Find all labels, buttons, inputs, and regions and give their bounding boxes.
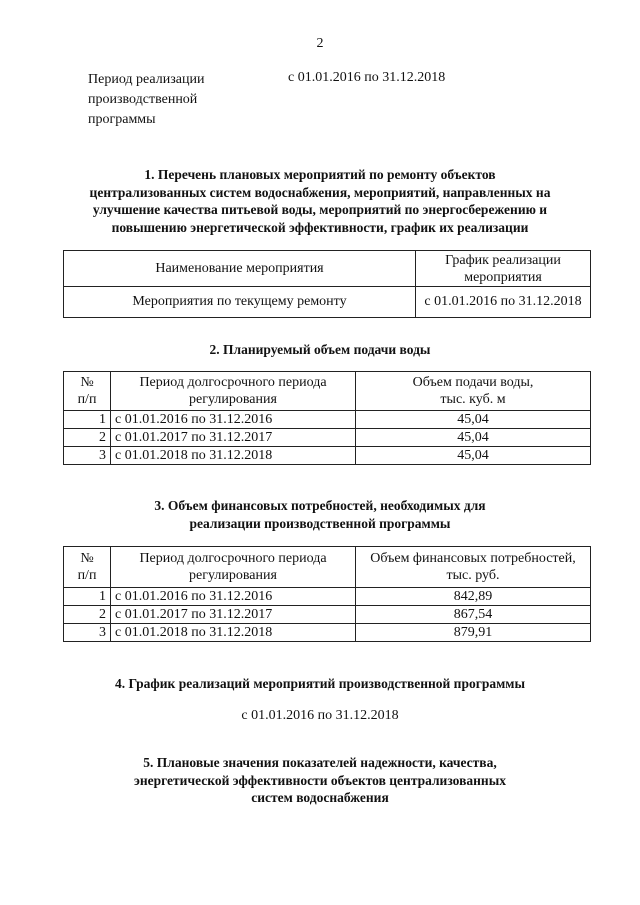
table-header-row [64, 372, 591, 411]
row-value: 842,89 [356, 588, 591, 606]
col-header-line: п/п [77, 568, 97, 583]
row-period: с 01.01.2017 по 31.12.2017 [111, 606, 356, 624]
row-num: 1 [64, 411, 111, 429]
row-value: 867,54 [356, 606, 591, 624]
row-num: 3 [64, 447, 111, 465]
row-period: с 01.01.2017 по 31.12.2017 [111, 429, 356, 447]
section1-title-line: централизованных систем водоснабжения, мероприятий, направленных на [89, 184, 551, 200]
col-header-line: регулирования [189, 568, 277, 583]
section4-period: с 01.01.2016 по 31.12.2018 [241, 708, 399, 723]
col-header-line: № [80, 551, 94, 566]
col-header-value [356, 372, 591, 411]
section1-title-line: улучшение качества питьевой воды, мероприятий по энергосбережению и [92, 202, 548, 217]
col-header-line: Объем финансовых потребностей, [370, 551, 576, 566]
row-value: 45,04 [356, 411, 591, 429]
table-header-row [64, 251, 591, 287]
col-header-period [111, 372, 356, 411]
section4-title: 4. График реализаций мероприятий производственной программы [114, 676, 526, 691]
section1-title [0, 166, 640, 236]
table-row [64, 429, 591, 447]
section5-title-line: энергетической эффективности объектов централизованных [133, 772, 506, 788]
section5-title-line: 5. Плановые значения показателей надежности, качества, [143, 755, 497, 770]
row-value: 879,91 [356, 624, 591, 642]
table-row [64, 624, 591, 642]
col-header-line: регулирования [189, 392, 277, 407]
col-header-line: График реализации [445, 252, 561, 268]
col-header-line: № [80, 375, 94, 390]
table-row [64, 588, 591, 606]
col-header-line: тыс. руб. [446, 568, 500, 583]
row-num: 3 [64, 624, 111, 642]
measure-name: Мероприятия по текущему ремонту [64, 287, 416, 318]
col-header-line: п/п [77, 392, 97, 407]
row-period: с 01.01.2018 по 31.12.2018 [111, 447, 356, 465]
water-supply-table [63, 371, 591, 465]
section2-title: 2. Планируемый объем подачи воды [209, 342, 431, 357]
section3-title [0, 497, 640, 532]
col-header-line: Период долгосрочного периода [139, 551, 327, 566]
row-period: с 01.01.2016 по 31.12.2016 [111, 588, 356, 606]
table-row [64, 447, 591, 465]
row-num: 2 [64, 606, 111, 624]
col-header-name: Наименование мероприятия [64, 251, 416, 287]
col-header-line: мероприятия [464, 269, 542, 285]
period-label [88, 70, 258, 130]
row-value: 45,04 [356, 429, 591, 447]
row-num: 2 [64, 429, 111, 447]
measure-schedule: с 01.01.2016 по 31.12.2018 [416, 287, 591, 318]
col-header-period [111, 547, 356, 588]
financial-needs-table [63, 546, 591, 642]
table-header-row [64, 547, 591, 588]
col-header-num [64, 372, 111, 411]
table-row [64, 606, 591, 624]
col-header-schedule [416, 251, 591, 287]
row-num: 1 [64, 588, 111, 606]
section1-title-line: повышению энергетической эффективности, график их реализации [111, 219, 529, 235]
section5-title [0, 754, 640, 807]
col-header-line: тыс. куб. м [440, 392, 506, 407]
period-value: с 01.01.2016 по 31.12.2018 [288, 70, 446, 85]
row-period: с 01.01.2016 по 31.12.2016 [111, 411, 356, 429]
col-header-value [356, 547, 591, 588]
section5-title-line: систем водоснабжения [251, 790, 389, 805]
period-label-line: Период реализации [88, 72, 205, 87]
table-row [64, 287, 591, 318]
section3-title-line: 3. Объем финансовых потребностей, необходимых для [154, 498, 486, 513]
col-header-num [64, 547, 111, 588]
period-label-line: программы [88, 112, 156, 127]
row-period: с 01.01.2018 по 31.12.2018 [111, 624, 356, 642]
col-header-line: Период долгосрочного периода [139, 375, 327, 390]
measures-table [63, 250, 591, 318]
section3-title-line: реализации производственной программы [189, 515, 451, 531]
period-label-line: производственной [88, 92, 198, 107]
col-header-line: Объем подачи воды, [412, 375, 534, 390]
section1-title-line: 1. Перечень плановых мероприятий по ремонту объектов [144, 167, 496, 182]
page-number: 2 [316, 36, 324, 51]
table-row [64, 411, 591, 429]
row-value: 45,04 [356, 447, 591, 465]
